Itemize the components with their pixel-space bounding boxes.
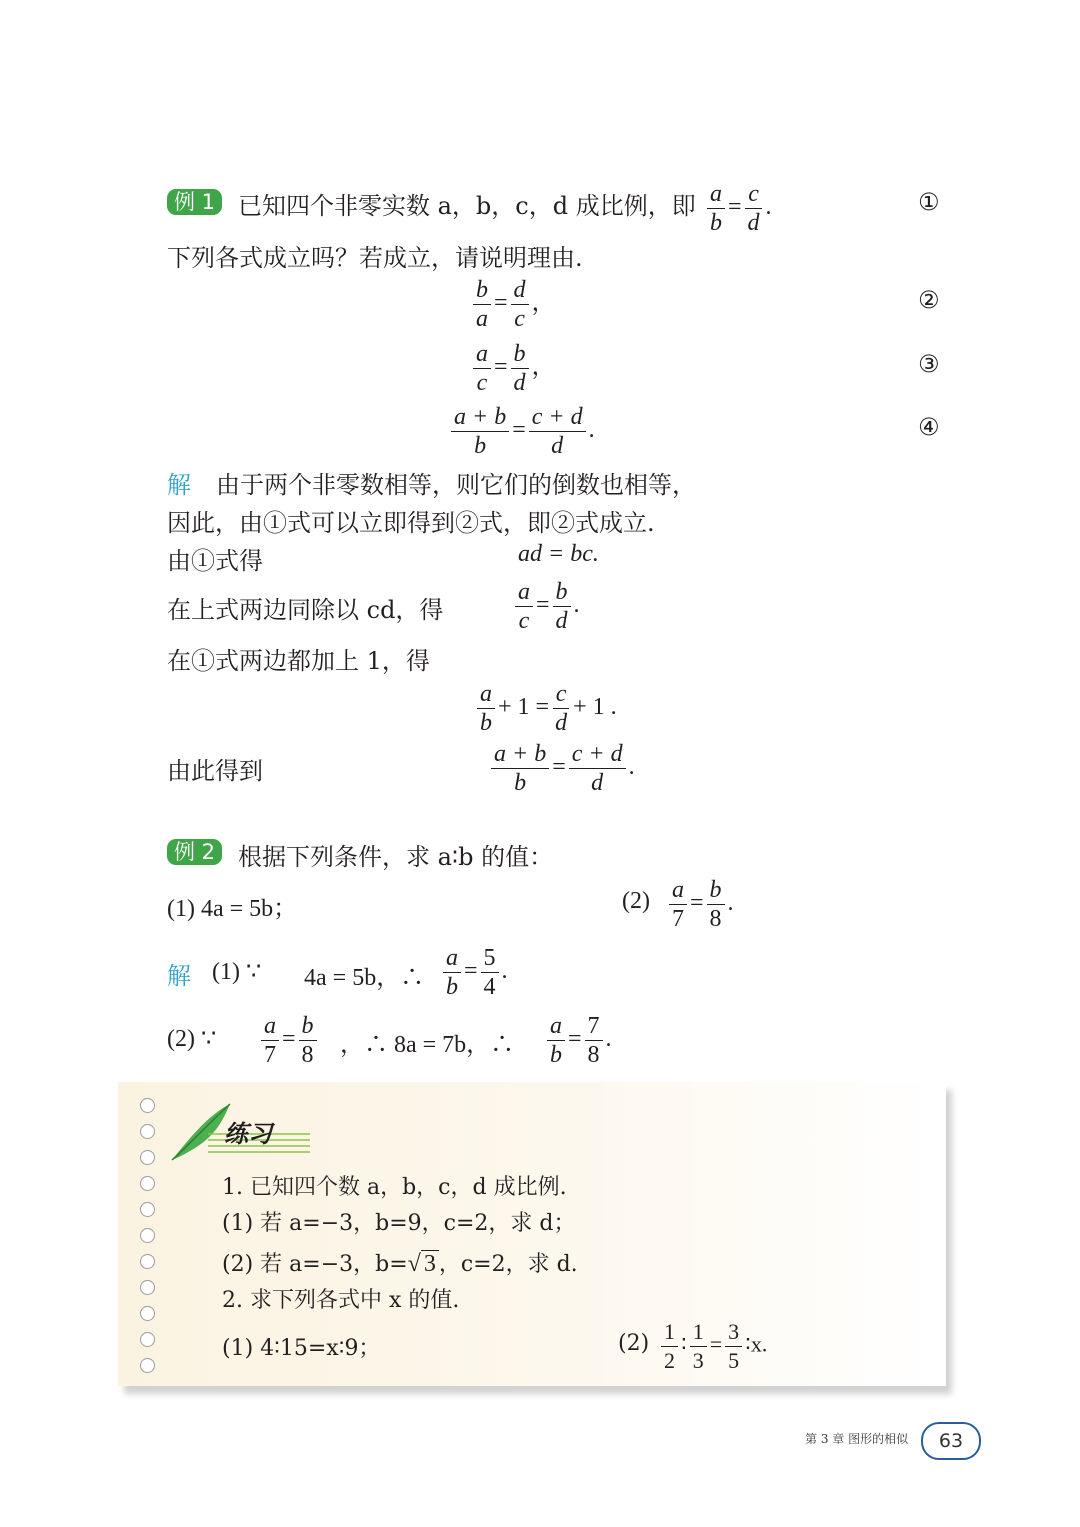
eq4: $\frac{a + b}{b}$ = $\frac{c + d}{d}$ .	[448, 403, 595, 460]
practice-q2-2-label: (2)	[618, 1331, 650, 1356]
practice-q2: 2. 求下列各式中 x 的值.	[222, 1288, 460, 1313]
binder-hole	[140, 1332, 155, 1347]
example1-question: 下列各式成立吗？若成立，请说明理由.	[167, 244, 583, 272]
mark-4: ④	[918, 413, 940, 441]
binder-hole	[140, 1228, 155, 1243]
practice-box	[118, 1082, 946, 1386]
binder-hole	[140, 1150, 155, 1165]
solution2-p1-frac: $\frac{a}{b}$ = $\frac{5}{4}$ .	[440, 944, 508, 1001]
solution1-line2: 因此，由①式可以立即得到②式，即②式成立.	[167, 509, 655, 537]
mark-2: ②	[918, 286, 940, 314]
solution1-line5-label: 在①式两边都加上 1，得	[167, 647, 430, 675]
solution1-line6-math: $\frac{a + b}{b}$ = $\frac{c + d}{d}$ .	[488, 740, 635, 797]
solution1-line3-math: ad = bc.	[518, 541, 599, 567]
example2-intro: 根据下列条件，求 a∶b 的值：	[238, 843, 554, 871]
binder-hole	[140, 1202, 155, 1217]
binder-hole	[140, 1306, 155, 1321]
eq3: $\frac{a}{c}$ = $\frac{b}{d}$ ，	[470, 340, 556, 397]
example1-intro: 已知四个非零实数 a，b，c，d 成比例，即	[238, 192, 696, 220]
mark-1: ①	[918, 188, 940, 216]
eq1: $\frac{a}{b}$ = $\frac{c}{d}$ .	[704, 180, 772, 237]
practice-q1-2: (2) 若 a=−3，b=√ 3 ，c=2，求 d.	[222, 1251, 578, 1277]
solution2-p2-mid: ，∴ 8a = 7b，∴	[340, 1032, 515, 1058]
practice-q1: 1. 已知四个数 a，b，c，d 成比例.	[222, 1175, 567, 1200]
solution2-p2-frac2: $\frac{a}{b}$ = $\frac{7}{8}$ .	[544, 1012, 612, 1069]
example2-cond1: (1) 4a = 5b；	[167, 896, 298, 922]
solution2-p1-eq: 4a = 5b，∴	[304, 965, 425, 991]
example2-badge: 例 2	[167, 839, 222, 865]
binder-hole	[140, 1358, 155, 1373]
page-number: 63	[921, 1422, 981, 1460]
mark-3: ③	[918, 350, 940, 378]
chapter-footer: 第 3 章 图形的相似	[805, 1432, 909, 1446]
example2-cond2: $\frac{a}{7}$ = $\frac{b}{8}$ .	[666, 876, 734, 933]
solution2-p2-frac1: $\frac{a}{7}$ = $\frac{b}{8}$	[258, 1012, 320, 1069]
solution1-line1: 由于两个非零数相等，则它们的倒数也相等，	[216, 471, 696, 499]
binder-hole	[140, 1254, 155, 1269]
solution1-line6-label: 由此得到	[167, 757, 263, 785]
solution1-line4-math: $\frac{a}{c}$ = $\frac{b}{d}$ .	[512, 578, 580, 635]
binder-hole	[140, 1176, 155, 1191]
solution-label: 解	[167, 471, 191, 499]
practice-q1-1: (1) 若 a=−3，b=9，c=2，求 d；	[222, 1211, 576, 1236]
binder-hole	[140, 1280, 155, 1295]
solution1-line3-label: 由①式得	[167, 547, 263, 575]
binder-hole	[140, 1098, 155, 1113]
solution2-p2-label: (2) ∵	[167, 1026, 217, 1052]
practice-q2-2: $\frac{1}{2}$ ∶ $\frac{1}{3}$ = $\frac{3}{5}$ ∶x.	[658, 1318, 767, 1375]
solution1-line5-math: $\frac{a}{b}$ + 1 = $\frac{c}{d}$ + 1 .	[474, 680, 617, 737]
practice-title: 练习	[224, 1120, 272, 1148]
solution2-label: 解	[167, 962, 191, 990]
solution2-p1-label: (1) ∵	[212, 959, 262, 985]
solution1-line4-label: 在上式两边同除以 cd，得	[167, 596, 444, 624]
binder-hole	[140, 1124, 155, 1139]
practice-q2-1: (1) 4∶15=x∶9；	[222, 1336, 381, 1361]
example-badge: 例 1	[167, 189, 222, 215]
eq2: $\frac{b}{a}$ = $\frac{d}{c}$ ，	[470, 276, 556, 333]
example2-cond2-label: (2)	[622, 888, 650, 914]
